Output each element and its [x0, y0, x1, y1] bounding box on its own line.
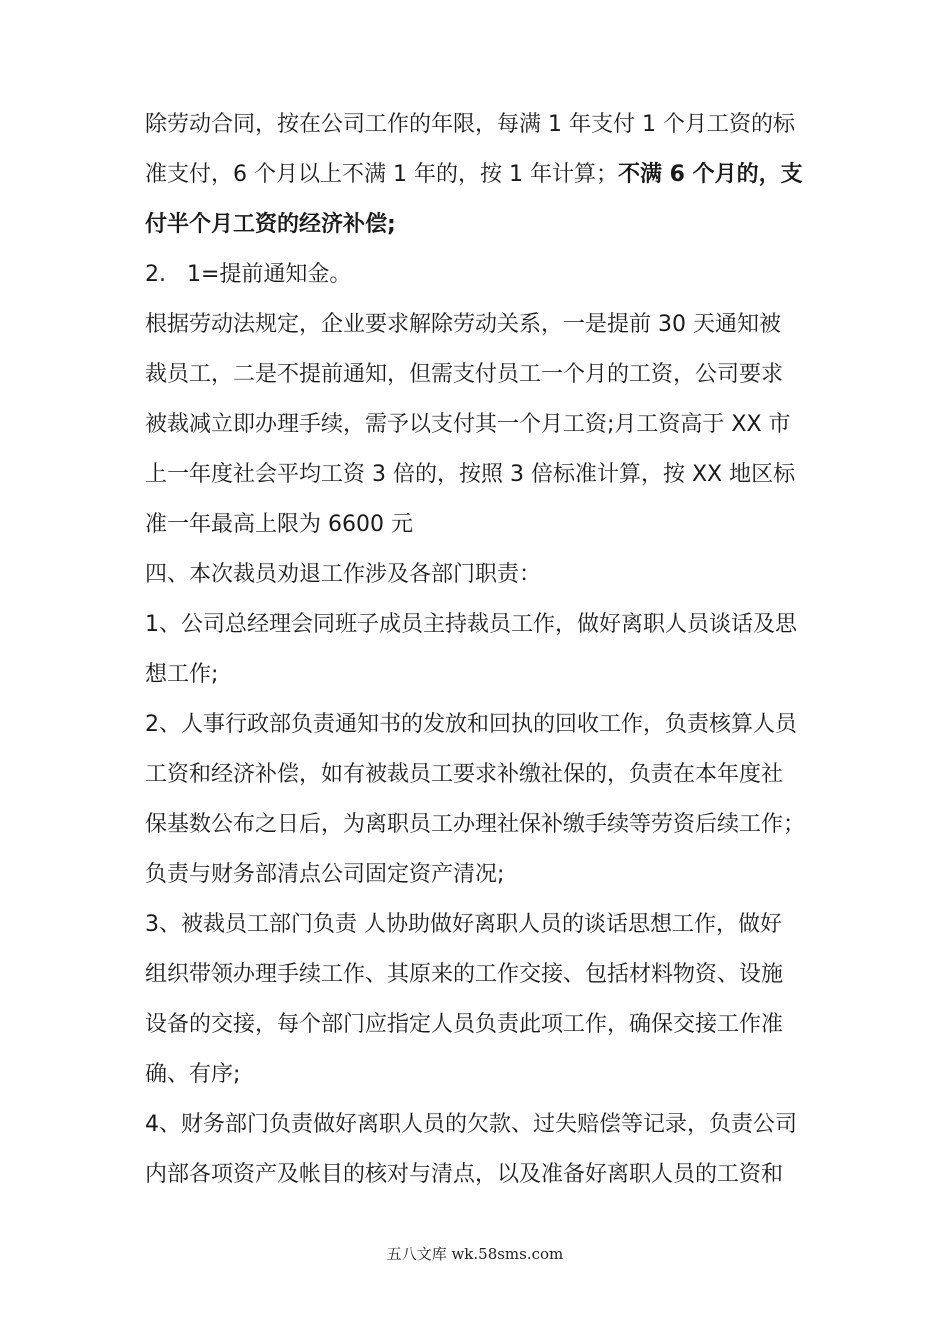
bold-text: 不满 6 个月的，支	[617, 162, 803, 187]
text-line: 保基数公布之日后，为离职员工办理社保补缴手续等劳资后续工作；	[145, 812, 806, 837]
text-line: 准一年最高上限为 6600 元	[145, 512, 413, 537]
text-line: 组织带领办理手续工作、其原来的工作交接、包括材料物资、设施	[145, 962, 784, 987]
text-line: 2、人事行政部负责通知书的发放和回执的回收工作，负责核算人员	[145, 712, 797, 737]
text-line: 根据劳动法规定，企业要求解除劳动关系，一是提前 30 天通知被	[145, 312, 781, 337]
text-line: 内部各项资产及帐目的核对与清点，以及准备好离职人员的工资和	[145, 1162, 784, 1187]
text-line	[145, 210, 825, 240]
text-line: 1、公司总经理会同班子成员主持裁员工作，做好离职人员谈话及思	[145, 612, 797, 637]
text-line: 确、有序;	[145, 1062, 241, 1087]
text-line: 裁员工，二是不提前通知，但需支付员工一个月的工资，公司要求	[145, 362, 784, 387]
text-line: 除劳动合同，按在公司工作的年限，每满 1 年支付 1 个月工资的标	[145, 112, 795, 137]
text-line: 2. 1=提前通知金。	[145, 262, 352, 287]
text-line: 4、财务部门负责做好离职人员的欠款、过失赔偿等记录，负责公司	[145, 1112, 797, 1137]
text-line: 工资和经济补偿，如有被裁员工要求补缴社保的，负责在本年度社	[145, 762, 784, 787]
section-heading: 四、本次裁员劝退工作涉及各部门职责：	[145, 562, 542, 587]
text-line: 被裁减立即办理手续，需予以支付其一个月工资;月工资高于 XX 市	[145, 412, 791, 437]
text-line: 上一年度社会平均工资 3 倍的，按照 3 倍标准计算，按 XX 地区标	[145, 462, 796, 487]
bold-text: 付半个月工资的经济补偿;	[145, 212, 396, 237]
page-footer-watermark: 五八文库 wk.58sms.com	[386, 1245, 564, 1263]
text-line: 准支付，6 个月以上不满 1 年的，按 1 年计算；不满 6 个月的，支	[145, 162, 803, 187]
text-line: 设备的交接，每个部门应指定人员负责此项工作，确保交接工作准	[145, 1012, 784, 1037]
text-line: 想工作;	[145, 662, 219, 687]
text-line: 负责与财务部清点公司固定资产清况;	[145, 862, 505, 887]
text-line: 3、被裁员工部门负责 人协助做好离职人员的谈话思想工作，做好	[145, 912, 782, 937]
